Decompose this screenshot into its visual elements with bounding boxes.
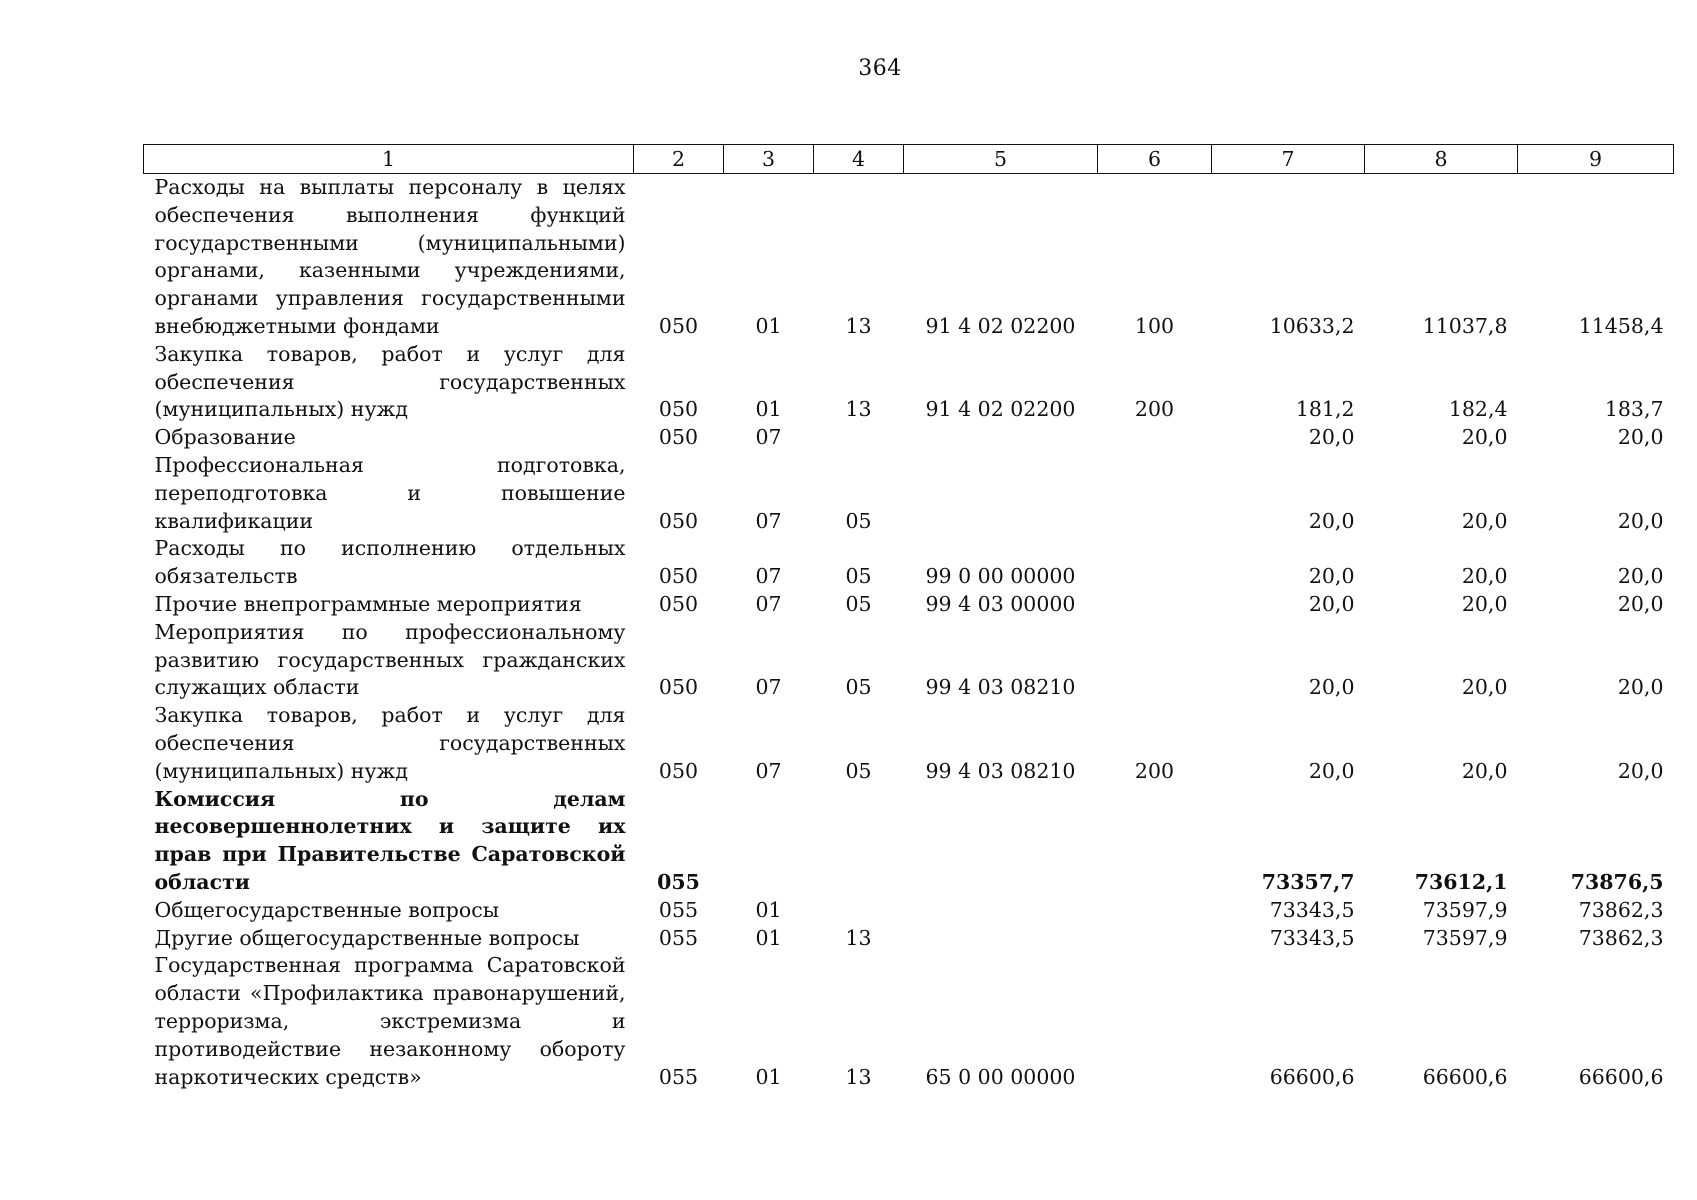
table-row — [144, 897, 1674, 925]
row-col-8: 20,0 — [1461, 425, 1508, 450]
row-col-4: 05 — [845, 758, 872, 783]
row-col-5 — [904, 925, 1098, 953]
header-col-7: 7 — [1212, 145, 1365, 174]
row-col-7: 73343,5 — [1269, 897, 1355, 922]
row-name: Комиссия по делам несовершеннолетних и защите их прав при Правительстве Саратовской области — [154, 786, 626, 894]
row-name: Общегосударственные вопросы — [154, 897, 500, 922]
row-col-2: 050 — [658, 591, 699, 616]
row-col-7: 20,0 — [1308, 564, 1355, 589]
row-col-6: 200 — [1134, 758, 1175, 783]
row-col-9: 11458,4 — [1578, 313, 1664, 338]
row-col-7: 10633,2 — [1269, 313, 1355, 338]
row-col-2: 050 — [658, 675, 699, 700]
row-col-3: 07 — [755, 758, 782, 783]
row-col-5: 91 4 02 02200 — [925, 397, 1076, 422]
row-col-3: 07 — [755, 425, 782, 450]
row-col-7: 20,0 — [1308, 591, 1355, 616]
row-col-2: 055 — [657, 869, 700, 894]
header-col-4: 4 — [814, 145, 904, 174]
row-col-3: 01 — [755, 925, 782, 950]
row-name: Расходы по исполнению отдельных обязательств — [154, 536, 626, 589]
row-col-3: 07 — [755, 675, 782, 700]
header-col-9: 9 — [1518, 145, 1674, 174]
row-col-2: 050 — [658, 313, 699, 338]
header-col-2: 2 — [634, 145, 724, 174]
table-body — [144, 174, 1674, 1092]
row-col-4: 13 — [845, 397, 872, 422]
row-col-8: 20,0 — [1461, 675, 1508, 700]
row-col-5: 99 0 00 00000 — [925, 564, 1076, 589]
row-col-9: 20,0 — [1617, 508, 1664, 533]
row-col-8: 20,0 — [1461, 758, 1508, 783]
row-name: Образование — [154, 425, 296, 450]
row-col-4: 05 — [845, 675, 872, 700]
row-col-3: 07 — [755, 508, 782, 533]
row-name: Другие общегосударственные вопросы — [154, 925, 580, 950]
table-row — [144, 925, 1674, 953]
table-row — [144, 452, 1674, 535]
row-col-6 — [1098, 535, 1212, 591]
table-row — [144, 952, 1674, 1091]
row-col-8: 20,0 — [1461, 508, 1508, 533]
row-col-4 — [814, 897, 904, 925]
row-col-4 — [814, 424, 904, 452]
row-col-5: 65 0 00 00000 — [925, 1064, 1076, 1089]
row-name: Профессиональная подготовка, переподготовка и повышение квалификации — [154, 452, 626, 533]
row-col-8: 11037,8 — [1422, 313, 1508, 338]
table-row — [144, 174, 1674, 341]
row-col-6 — [1098, 452, 1212, 535]
row-col-2: 055 — [658, 1064, 699, 1089]
row-col-9: 20,0 — [1617, 425, 1664, 450]
row-name: Расходы на выплаты персоналу в целях обеспечения выполнения функций государственными (муниципальными) органами, казенными учреждениями, органами управления государственными внебюджетными фондами — [154, 175, 626, 338]
row-col-7: 73343,5 — [1269, 925, 1355, 950]
header-row — [144, 145, 1674, 174]
row-col-8: 20,0 — [1461, 564, 1508, 589]
row-col-2: 050 — [658, 397, 699, 422]
row-col-4: 13 — [845, 313, 872, 338]
row-col-8: 73597,9 — [1422, 925, 1508, 950]
table-row — [144, 535, 1674, 591]
row-col-4: 05 — [845, 564, 872, 589]
row-col-2: 055 — [658, 925, 699, 950]
row-col-2: 050 — [658, 508, 699, 533]
row-col-5: 91 4 02 02200 — [925, 313, 1076, 338]
row-col-9: 66600,6 — [1578, 1064, 1664, 1089]
row-col-9: 20,0 — [1617, 564, 1664, 589]
row-col-4: 13 — [845, 925, 872, 950]
row-col-3: 01 — [755, 313, 782, 338]
row-col-7: 20,0 — [1308, 508, 1355, 533]
row-name: Закупка товаров, работ и услуг для обеспечения государственных (муниципальных) нужд — [154, 341, 626, 422]
row-col-5 — [904, 424, 1098, 452]
row-col-5: 99 4 03 00000 — [925, 591, 1076, 616]
table-row — [144, 424, 1674, 452]
row-col-2: 055 — [658, 897, 699, 922]
page-number: 364 — [858, 56, 902, 81]
row-col-3: 07 — [755, 564, 782, 589]
row-col-9: 73862,3 — [1578, 897, 1664, 922]
row-col-5: 99 4 03 08210 — [925, 758, 1076, 783]
row-name: Прочие внепрограммные мероприятия — [154, 591, 582, 616]
row-col-5 — [904, 786, 1098, 897]
row-col-7: 181,2 — [1295, 397, 1355, 422]
row-col-9: 20,0 — [1617, 758, 1664, 783]
table-row — [144, 619, 1674, 702]
row-col-6 — [1098, 786, 1212, 897]
row-col-7: 20,0 — [1308, 758, 1355, 783]
header-col-6: 6 — [1098, 145, 1212, 174]
row-col-9: 20,0 — [1617, 675, 1664, 700]
row-col-6 — [1098, 424, 1212, 452]
budget-table — [143, 144, 1674, 1091]
row-col-7: 20,0 — [1308, 425, 1355, 450]
row-col-3 — [724, 786, 814, 897]
row-col-4: 13 — [845, 1064, 872, 1089]
row-col-6 — [1098, 591, 1212, 619]
row-col-2: 050 — [658, 425, 699, 450]
table-row — [144, 786, 1674, 897]
row-col-9: 73876,5 — [1570, 869, 1664, 894]
table-header — [144, 145, 1674, 174]
row-col-6 — [1098, 952, 1212, 1091]
header-col-3: 3 — [724, 145, 814, 174]
table-row — [144, 591, 1674, 619]
row-col-8: 66600,6 — [1422, 1064, 1508, 1089]
row-col-9: 183,7 — [1604, 397, 1664, 422]
row-col-7: 73357,7 — [1261, 869, 1355, 894]
row-col-4: 05 — [845, 508, 872, 533]
row-col-3: 01 — [755, 1064, 782, 1089]
header-col-5: 5 — [904, 145, 1098, 174]
row-name: Закупка товаров, работ и услуг для обеспечения государственных (муниципальных) нужд — [154, 703, 626, 783]
row-name: Государственная программа Саратовской области «Профилактика правонарушений, терроризма, экстремизма и противодействие незаконному обороту наркотических средств» — [154, 953, 626, 1089]
row-col-8: 20,0 — [1461, 591, 1508, 616]
header-col-8: 8 — [1365, 145, 1518, 174]
row-name: Мероприятия по профессиональному развитию государственных гражданских служащих области — [154, 619, 626, 700]
row-col-3: 01 — [755, 897, 782, 922]
row-col-5 — [904, 897, 1098, 925]
header-col-1: 1 — [144, 145, 634, 174]
table-row — [144, 341, 1674, 424]
row-col-8: 73612,1 — [1414, 869, 1508, 894]
row-col-7: 66600,6 — [1269, 1064, 1355, 1089]
row-col-3: 07 — [755, 591, 782, 616]
row-col-4: 05 — [845, 591, 872, 616]
row-col-8: 73597,9 — [1422, 897, 1508, 922]
row-col-6: 200 — [1134, 397, 1175, 422]
row-col-6 — [1098, 897, 1212, 925]
row-col-2: 050 — [658, 564, 699, 589]
row-col-4 — [814, 786, 904, 897]
row-col-6 — [1098, 925, 1212, 953]
row-col-6: 100 — [1134, 313, 1175, 338]
row-col-9: 73862,3 — [1578, 925, 1664, 950]
row-col-7: 20,0 — [1308, 675, 1355, 700]
row-col-8: 182,4 — [1448, 397, 1508, 422]
table-row — [144, 702, 1674, 785]
row-col-9: 20,0 — [1617, 591, 1664, 616]
row-col-5 — [904, 452, 1098, 535]
row-col-3: 01 — [755, 397, 782, 422]
row-col-2: 050 — [658, 758, 699, 783]
row-col-5: 99 4 03 08210 — [925, 675, 1076, 700]
row-col-6 — [1098, 619, 1212, 702]
